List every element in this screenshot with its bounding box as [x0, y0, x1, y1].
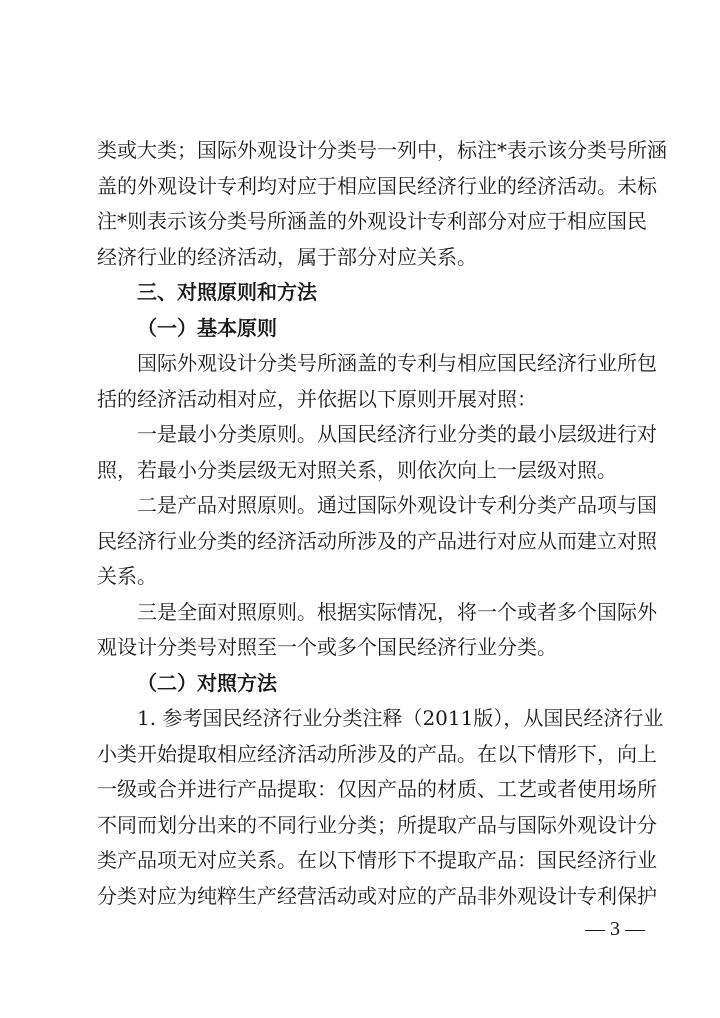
subsection-heading: （二）对照方法 [137, 670, 277, 695]
paragraph-line: 盖的外观设计专利均对应于相应国民经济行业的经济活动。未标 [97, 173, 657, 198]
paragraph-line: 国际外观设计分类号所涵盖的专利与相应国民经济行业所包 [137, 351, 657, 375]
paragraph-line: 不同而划分出来的不同行业分类；所提取产品与国际外观设计分 [97, 812, 657, 837]
paragraph-line: 一是最小分类原则。从国民经济行业分类的最小层级进行对 [137, 422, 657, 446]
paragraph-line: 类或大类；国际外观设计分类号一列中，标注*表示该分类号所涵 [97, 138, 667, 162]
paragraph-line: 括的经济活动相对应，并依据以下原则开展对照： [97, 386, 537, 411]
subsection-heading: （一）基本原则 [137, 315, 277, 340]
paragraph-line: 1. 参考国民经济行业分类注释（2011版），从国民经济行业 [137, 706, 664, 730]
paragraph-line: 二是产品对照原则。通过国际外观设计专利分类产品项与国 [137, 493, 657, 517]
paragraph-line: 注*则表示该分类号所涵盖的外观设计专利部分对应于相应国民 [97, 209, 647, 233]
paragraph-line: 经济行业的经济活动，属于部分对应关系。 [97, 244, 477, 269]
paragraph-line: 分类对应为纯粹生产经营活动或对应的产品非外观设计专利保护 [97, 883, 657, 908]
body-text [97, 133, 667, 914]
section-heading: 三、对照原则和方法 [137, 280, 317, 304]
paragraph-line: 三是全面对照原则。根据实际情况，将一个或者多个国际外 [137, 599, 657, 624]
paragraph-line: 一级或合并进行产品提取：仅因产品的材质、工艺或者使用场所 [97, 777, 657, 801]
paragraph-line: 关系。 [97, 564, 157, 588]
paragraph-line: 民经济行业分类的经济活动所涉及的产品进行对应从而建立对照 [97, 528, 657, 553]
page-number: — 3 — [585, 918, 645, 940]
paragraph-line: 小类开始提取相应经济活动所涉及的产品。在以下情形下，向上 [97, 741, 657, 766]
paragraph-line: 类产品项无对应关系。在以下情形下不提取产品：国民经济行业 [97, 848, 657, 872]
paragraph-line: 观设计分类号对照至一个或多个国民经济行业分类。 [97, 635, 557, 659]
paragraph-line: 照，若最小分类层级无对照关系，则依次向上一层级对照。 [97, 457, 617, 482]
